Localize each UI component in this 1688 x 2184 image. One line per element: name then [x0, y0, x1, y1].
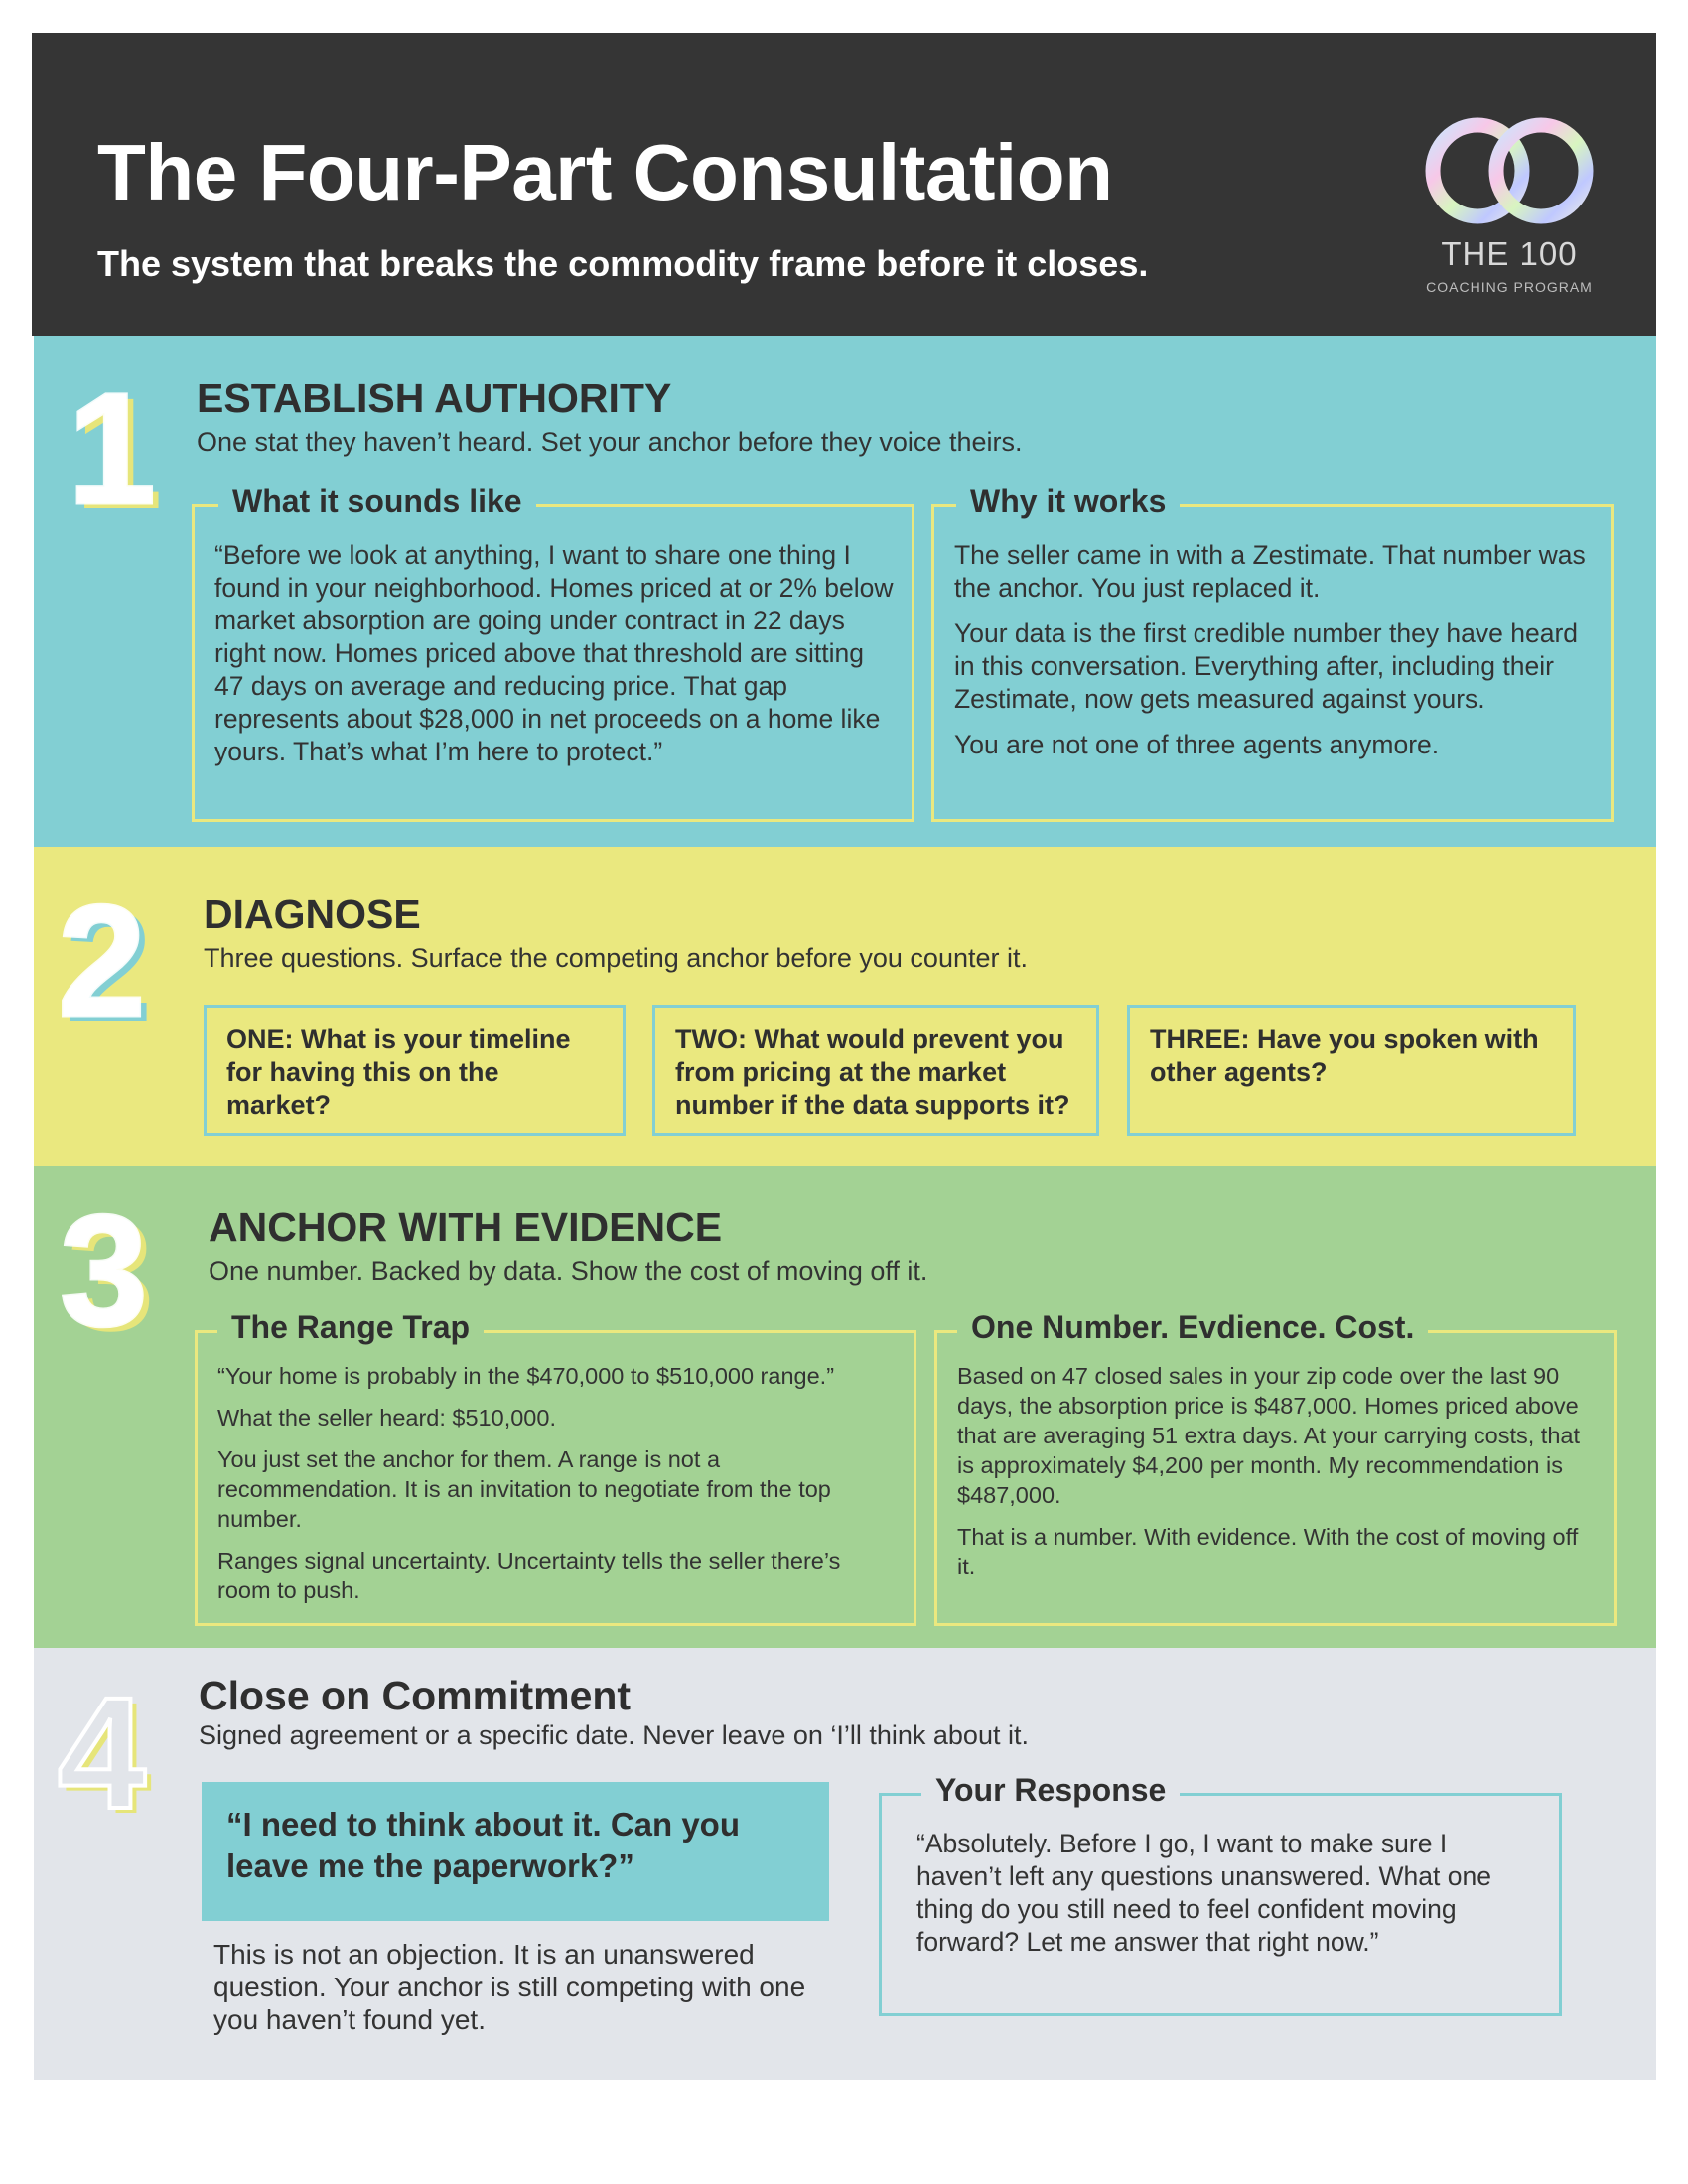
step-number: 1: [68, 359, 156, 537]
box-title: Why it works: [956, 483, 1180, 520]
box-title: One Number. Evdience. Cost.: [957, 1309, 1428, 1346]
box-paragraph: What the seller heard: $510,000.: [217, 1405, 556, 1431]
box-paragraph: Ranges signal uncertainty. Uncertainty tells the seller there’s room to push.: [217, 1548, 841, 1603]
question-box: [1127, 1005, 1576, 1136]
question-box: [652, 1005, 1099, 1136]
box-text: “Before we look at anything, I want to share one thing I found in your neighborhood. Homes priced at or 2% below market absorption are going under contract in 22 days right now. Homes priced above that threshold are sitting 47 days on average and reducing price. That gap represents about $28,000 in net proceeds on a home like yours. That’s what I’m here to protect.”: [214, 540, 894, 766]
question-text: TWO: What would prevent you from pricing at the market number if the data supports it?: [675, 1024, 1070, 1120]
box-paragraph: Your data is the first credible number they have heard in this conversation. Everything after, including their Zestimate, now gets measured against yours.: [954, 618, 1579, 714]
logo-name: THE 100: [1441, 235, 1578, 272]
question-text: THREE: Have you spoken with other agents?: [1150, 1024, 1539, 1087]
step-number: 3: [60, 1181, 148, 1359]
page-subtitle: The system that breaks the commodity frame before it closes.: [97, 243, 1149, 284]
question-box: [204, 1005, 626, 1136]
section-title: Close on Commitment: [199, 1673, 632, 1718]
objection-quote: “I need to think about it. Can you leave me the paperwork?”: [226, 1806, 740, 1884]
response-box: [879, 1772, 1562, 2016]
info-box: [934, 1309, 1617, 1626]
box-title: The Range Trap: [217, 1309, 484, 1346]
box-paragraph: That is a number. With evidence. With the cost of moving off it.: [957, 1524, 1579, 1579]
section-subtitle: Signed agreement or a specific date. Never leave on ‘I’ll think about it.: [199, 1720, 1029, 1750]
section-title: ANCHOR WITH EVIDENCE: [209, 1204, 723, 1250]
objection-quote-box: [202, 1782, 829, 1921]
box-paragraph: Based on 47 closed sales in your zip code over the last 90 days, the absorption price is $487,000. Homes priced above that are averaging 51 extra days. At your carrying costs, that is approximately $4,200 per month. My recommendation is $487,000.: [957, 1363, 1580, 1508]
step-number: 2: [58, 872, 146, 1049]
box-text: “Absolutely. Before I go, I want to make sure I haven’t left any questions unanswered. What one thing do you still need to feel confident moving forward? Let me answer that right now.”: [916, 1829, 1491, 1957]
section-title: ESTABLISH AUTHORITY: [197, 375, 672, 421]
objection-note: This is not an objection. It is an unanswered question. Your anchor is still competing with one you haven’t found yet.: [213, 1939, 806, 2035]
info-box: [931, 483, 1614, 822]
step-number: 4: [58, 1664, 146, 1842]
box-title: Your Response: [921, 1772, 1180, 1809]
section-subtitle: One stat they haven’t heard. Set your anchor before they voice theirs.: [197, 427, 1023, 457]
section-subtitle: Three questions. Surface the competing anchor before you counter it.: [204, 943, 1028, 973]
box-paragraph: The seller came in with a Zestimate. That number was the anchor. You just replaced it.: [954, 540, 1586, 603]
section-title: DIAGNOSE: [204, 891, 421, 937]
box-paragraph: You just set the anchor for them. A range is not a recommendation. It is an invitation to negotiate from the top number.: [217, 1446, 831, 1532]
box-title: What it sounds like: [218, 483, 536, 520]
info-box: [195, 1309, 916, 1626]
rings-logo-icon: [1420, 114, 1599, 228]
box-paragraph: “Your home is probably in the $470,000 to $510,000 range.”: [217, 1363, 835, 1389]
question-text: ONE: What is your timeline for having this on the market?: [226, 1024, 571, 1120]
logo-tagline: COACHING PROGRAM: [1426, 279, 1593, 295]
box-paragraph: You are not one of three agents anymore.: [954, 730, 1440, 759]
info-box: [192, 483, 914, 822]
section-subtitle: One number. Backed by data. Show the cost of moving off it.: [209, 1256, 928, 1286]
logo: [1410, 114, 1609, 303]
page-title: The Four-Part Consultation: [97, 128, 1113, 216]
